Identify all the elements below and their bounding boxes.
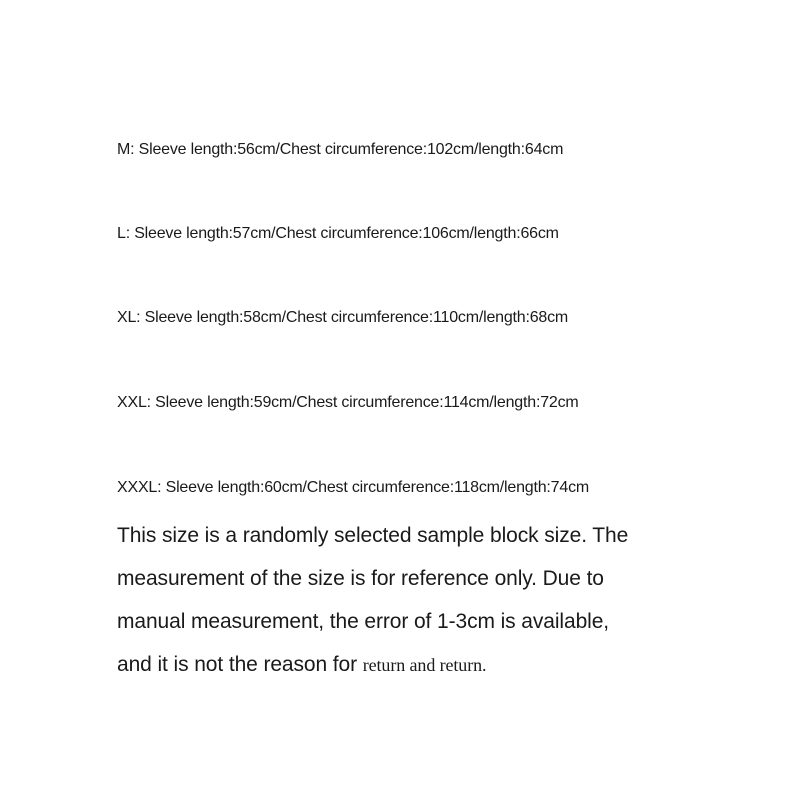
disclaimer-line-3: manual measurement, the error of 1-3cm is available,: [117, 610, 610, 633]
disclaimer-line-4-tail: return and return.: [362, 655, 487, 675]
disclaimer-line-1: This size is a randomly selected sample block size. The: [117, 524, 629, 547]
size-line-xl: XL: Sleeve length:58cm/Chest circumference:110cm/length:68cm: [117, 309, 569, 326]
size-line-m: M: Sleeve length:56cm/Chest circumference:102cm/length:64cm: [117, 141, 564, 158]
disclaimer-line-2: measurement of the size is for reference only. Due to: [117, 567, 604, 590]
size-line-xxxl: XXXL: Sleeve length:60cm/Chest circumference:118cm/length:74cm: [117, 479, 589, 496]
size-line-l: L: Sleeve length:57cm/Chest circumference:106cm/length:66cm: [117, 225, 559, 242]
disclaimer-line-4: [117, 643, 737, 687]
size-disclaimer: [117, 514, 737, 687]
size-line-xxl: XXL: Sleeve length:59cm/Chest circumference:114cm/length:72cm: [117, 394, 579, 411]
disclaimer-line-4-main: and it is not the reason for: [117, 653, 363, 676]
